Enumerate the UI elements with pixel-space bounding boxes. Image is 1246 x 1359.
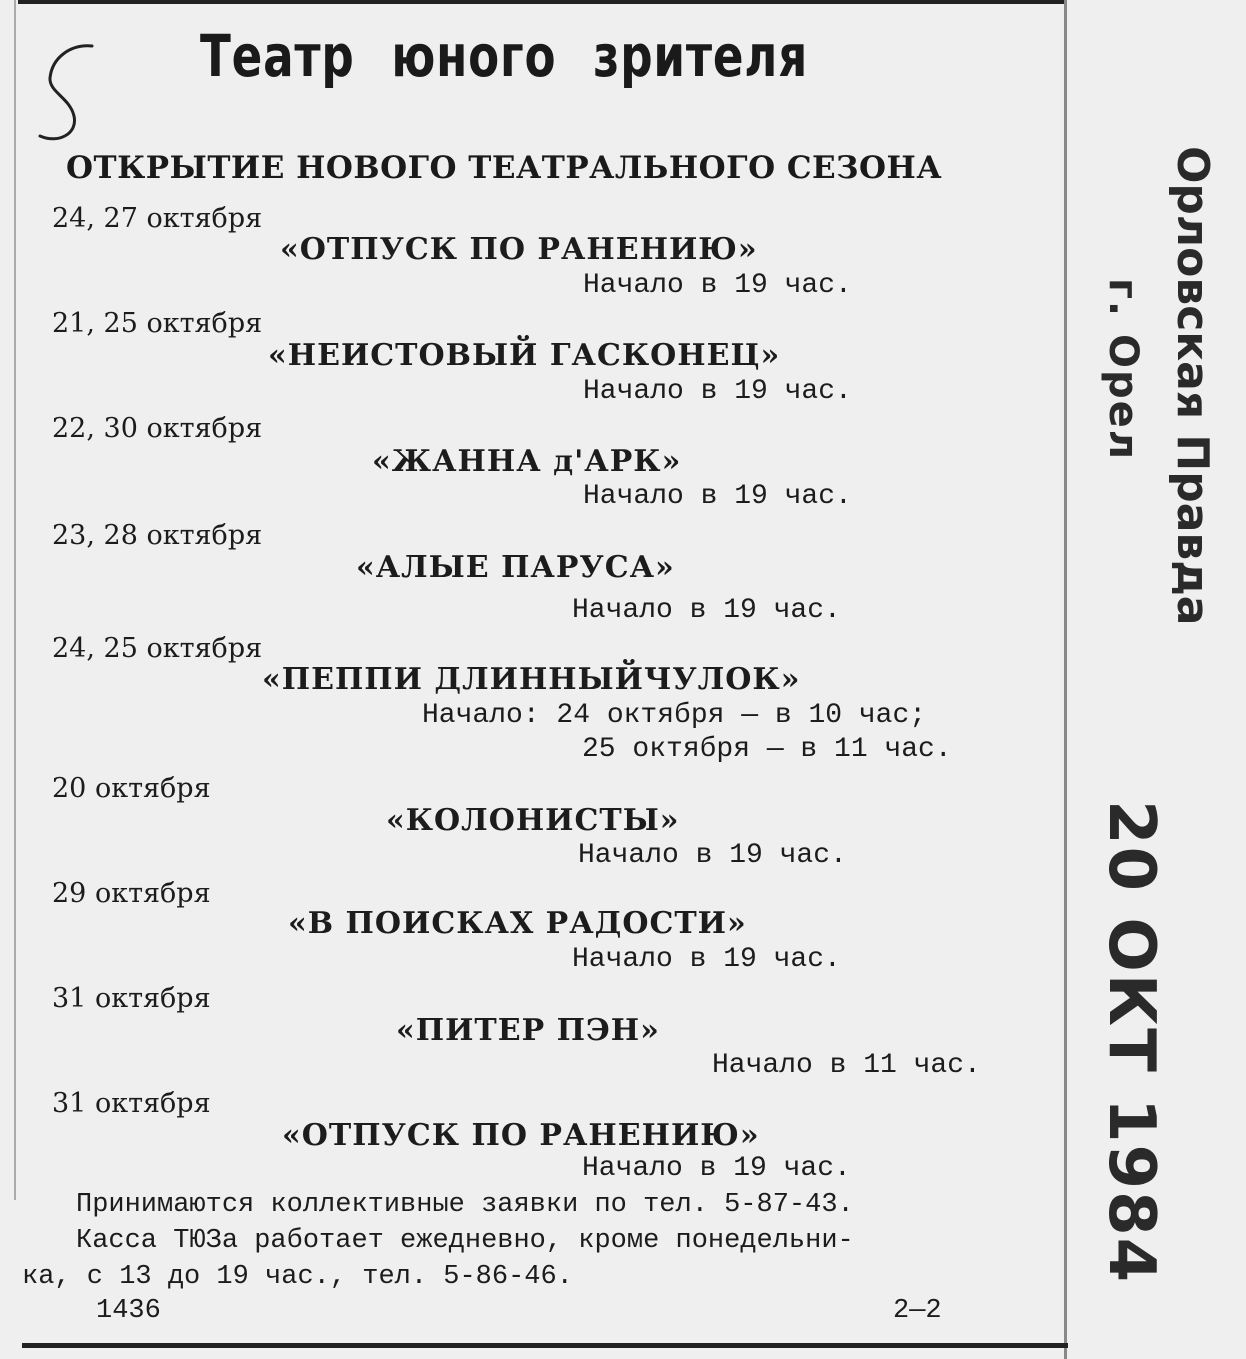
entry-start-time-second: 25 октября — в 11 час. — [582, 734, 952, 765]
entry-start-time: Начало в 19 час. — [583, 481, 852, 512]
entry-play-title: «ПИТЕР ПЭН» — [396, 1013, 660, 1048]
entry-play-title: «ОТПУСК ПО РАНЕНИЮ» — [280, 232, 758, 267]
ad-number: 1436 — [96, 1296, 161, 1326]
entry-play-title: «В ПОИСКАХ РАДОСТИ» — [288, 906, 747, 941]
entry-play-title: «ПЕППИ ДЛИННЫЙЧУЛОК» — [262, 662, 801, 697]
entry-start-time: Начало в 19 час. — [578, 840, 847, 871]
entry-dates: 31 октября — [52, 1088, 211, 1119]
entry-play-title: «НЕИСТОВЫЙ ГАСКОНЕЦ» — [268, 338, 781, 373]
issue-number: 2—2 — [893, 1296, 942, 1326]
entry-dates: 20 октября — [52, 773, 211, 804]
stamp-newspaper-name: Орловская Правда — [1167, 146, 1218, 626]
column-rule — [1064, 0, 1067, 1359]
theater-title: Театр юного зрителя — [200, 22, 809, 90]
bottom-rule — [22, 1343, 1068, 1348]
box-office-hours: ка, с 13 до 19 час., тел. 5-86-46. — [22, 1262, 573, 1292]
entry-dates: 24, 27 октября — [52, 203, 263, 234]
entry-start-time: Начало в 19 час. — [583, 376, 852, 407]
entry-dates: 29 октября — [52, 878, 211, 909]
entry-dates: 22, 30 октября — [52, 413, 263, 444]
entry-start-time: Начало в 19 час. — [583, 270, 852, 301]
entry-start-time: Начало в 19 час. — [582, 1153, 851, 1184]
entry-dates: 24, 25 октября — [52, 633, 263, 664]
entry-play-title: «ОТПУСК ПО РАНЕНИЮ» — [282, 1118, 760, 1153]
entry-dates: 23, 28 октября — [52, 520, 263, 551]
stamp-city: г. Орел — [1100, 278, 1146, 462]
entry-start-time: Начало в 19 час. — [572, 595, 841, 626]
box-office-note: Касса ТЮЗа работает ежедневно, кроме понедельни- — [76, 1226, 854, 1256]
stamp-date: 20 ОКТ 1984 — [1094, 800, 1168, 1285]
handwritten-mark-icon — [30, 40, 100, 150]
group-booking-note: Принимаются коллективные заявки по тел. 5-87-43. — [76, 1190, 854, 1220]
entry-play-title: «ЖАННА д'АРК» — [372, 444, 682, 479]
entry-play-title: «КОЛОНИСТЫ» — [386, 803, 680, 838]
left-edge — [14, 0, 16, 1200]
entry-start-time: Начало в 19 час. — [572, 944, 841, 975]
top-rule — [18, 0, 1064, 4]
season-subtitle: ОТКРЫТИЕ НОВОГО ТЕАТРАЛЬНОГО СЕЗОНА — [66, 150, 943, 186]
entry-start-time: Начало: 24 октября — в 10 час; — [422, 700, 927, 731]
entry-play-title: «АЛЫЕ ПАРУСА» — [356, 550, 675, 585]
entry-dates: 31 октября — [52, 983, 211, 1014]
entry-start-time: Начало в 11 час. — [712, 1050, 981, 1081]
entry-dates: 21, 25 октября — [52, 308, 263, 339]
